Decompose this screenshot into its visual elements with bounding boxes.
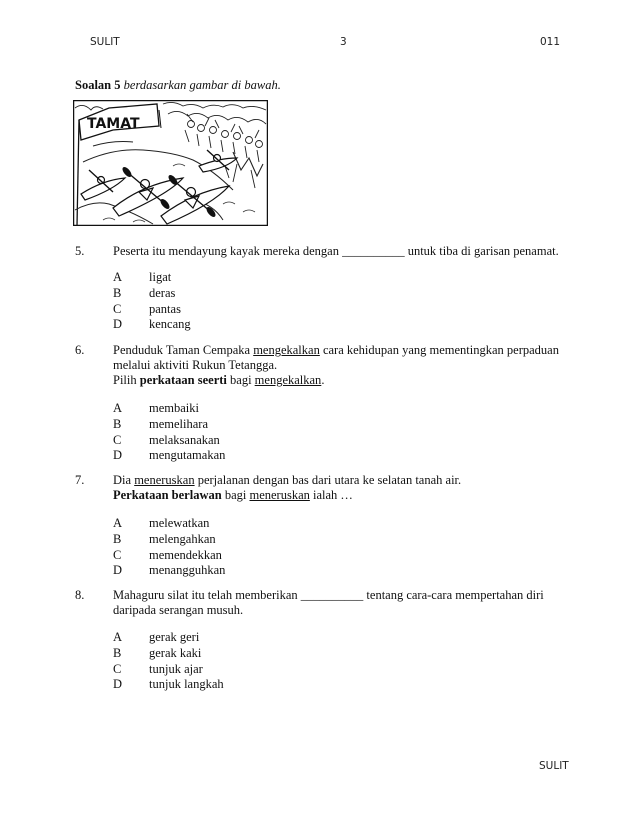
question-text: Penduduk Taman Cempaka mengekalkan cara kehidupan yang mementingkan perpaduan melalui aktiviti Rukun Tetangga. Pilih perkataan seerti bagi mengekalkan. — [113, 343, 559, 387]
footer-label: SULIT — [539, 760, 569, 772]
option-a[interactable]: A gerak geri — [113, 630, 200, 644]
target-word: mengekalkan — [253, 343, 320, 357]
intro-italic: berdasarkan gambar di bawah. — [123, 78, 281, 92]
question-number: 8. — [75, 588, 85, 602]
option-d[interactable]: D menangguhkan — [113, 563, 226, 578]
target-word: meneruskan — [134, 473, 195, 487]
paper-code: 011 — [540, 36, 561, 48]
banner-text: TAMAT — [87, 116, 140, 132]
question-number: 5. — [75, 244, 85, 258]
option-b[interactable]: B deras — [113, 285, 176, 300]
options-list — [113, 270, 191, 333]
question-text: Peserta itu mendayung kayak mereka dengan __________ untuk tiba di garisan penamat. — [113, 244, 559, 258]
kayak-race-illustration — [73, 100, 268, 226]
options-list — [113, 516, 225, 579]
option-c[interactable]: C tunjuk ajar — [113, 661, 203, 676]
option-b[interactable]: B melengahkan — [113, 531, 216, 546]
section-intro — [75, 78, 281, 93]
option-d[interactable]: D tunjuk langkah — [113, 677, 224, 692]
options-list — [113, 630, 224, 693]
question-number: 7. — [75, 473, 85, 487]
option-b[interactable]: B memelihara — [113, 416, 208, 431]
option-a[interactable]: A membaiki — [113, 401, 199, 415]
options-list — [113, 401, 225, 464]
question-text: Dia meneruskan perjalanan dengan bas dari utara ke selatan tanah air. Perkataan berlawan bagi meneruskan ialah … — [113, 473, 462, 502]
option-b[interactable]: B gerak kaki — [113, 645, 202, 660]
page-number: 3 — [340, 36, 347, 48]
option-c[interactable]: C melaksanakan — [113, 432, 220, 447]
question-number: 6. — [75, 343, 85, 357]
question-text: Mahaguru silat itu telah memberikan __________ tentang cara-cara mempertahan diri daripada serangan musuh. — [113, 588, 544, 617]
option-c[interactable]: C memendekkan — [113, 547, 222, 562]
header-left-label: SULIT — [90, 36, 120, 48]
option-d[interactable]: D mengutamakan — [113, 448, 226, 463]
option-c[interactable]: C pantas — [113, 301, 181, 316]
intro-bold: Soalan 5 — [75, 78, 121, 92]
option-a[interactable]: A ligat — [113, 270, 172, 284]
option-a[interactable]: A melewatkan — [113, 516, 210, 530]
option-d[interactable]: D kencang — [113, 317, 191, 332]
